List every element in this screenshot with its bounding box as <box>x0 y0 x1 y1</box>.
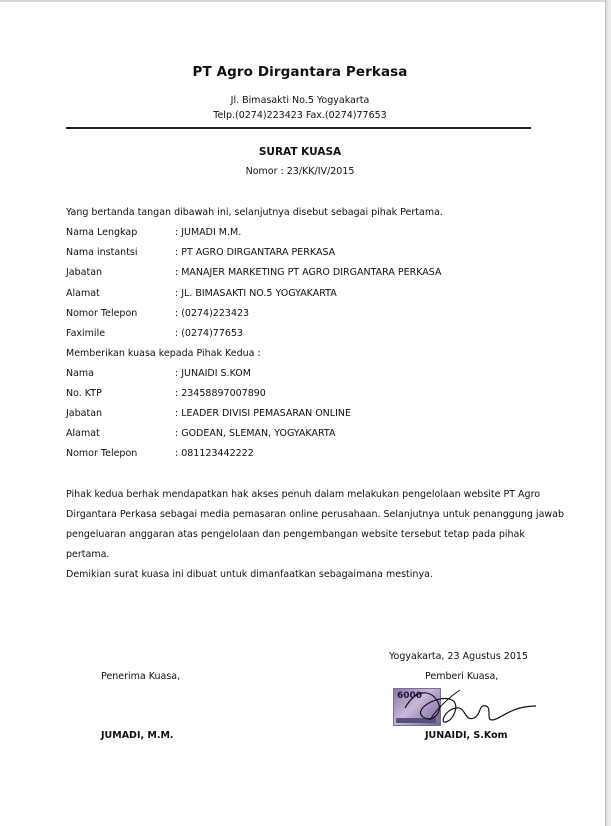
field-value: : GODEAN, SLEMAN, YOGYAKARTA <box>175 428 336 439</box>
field-value: : PT AGRO DIRGANTARA PERKASA <box>175 247 336 258</box>
company-contact: Telp.(0274)223423 Fax.(0274)77653 <box>213 110 387 121</box>
body-line: pengeluaran anggaran atas pengelolaan dan pengembangan website tersebut tetap pada pihak <box>66 529 525 540</box>
letter-number: Nomor : 23/KK/IV/2015 <box>245 166 355 177</box>
body-line: pertama. <box>66 549 110 560</box>
body-line: Dirgantara Perkasa sebagai media pemasaran online perusahaan. Selanjutnya untuk penanggung jawab <box>66 509 565 520</box>
field-label: Faximile <box>66 328 106 339</box>
field-label: Nama <box>66 368 95 379</box>
receiver-label: Penerima Kuasa, <box>101 671 181 682</box>
signature-stroke <box>405 693 536 722</box>
page-right-shadow <box>605 0 611 826</box>
field-value: : LEADER DIVISI PEMASARAN ONLINE <box>175 408 351 419</box>
giver-name: JUNAIDI, S.Kom <box>425 730 508 741</box>
body-line: Pihak kedua berhak mendapatkan hak akses penuh dalam melakukan pengelolaan website PT Agro <box>66 489 541 500</box>
field-value: : JUMADI M.M. <box>175 227 242 238</box>
grant-text: Memberikan kuasa kepada Pihak Kedua : <box>66 348 261 359</box>
company-name: PT Agro Dirgantara Perkasa <box>192 64 408 80</box>
page-top-border <box>0 0 611 2</box>
intro-text: Yang bertanda tangan dibawah ini, selanjutnya disebut sebagai pihak Pertama. <box>66 207 443 218</box>
field-label: Nomor Telepon <box>66 308 138 319</box>
company-address: Jl. Bimasakti No.5 Yogyakarta <box>230 95 370 106</box>
field-value: : JUNAIDI S.KOM <box>175 368 251 379</box>
field-label: Alamat <box>66 288 100 299</box>
field-label: Alamat <box>66 428 100 439</box>
place-date: Yogyakarta, 23 Agustus 2015 <box>389 651 528 662</box>
field-value: : (0274)77653 <box>175 328 244 339</box>
field-label: Nomor Telepon <box>66 448 138 459</box>
field-label: Nama Lengkap <box>66 227 138 238</box>
field-value: : MANAJER MARKETING PT AGRO DIRGANTARA PERKASA <box>175 267 442 278</box>
field-value: : 081123442222 <box>175 448 254 459</box>
field-label: Jabatan <box>66 267 103 278</box>
field-value: : JL. BIMASAKTI NO.5 YOGYAKARTA <box>175 288 337 299</box>
field-label: No. KTP <box>66 388 102 399</box>
field-label: Jabatan <box>66 408 103 419</box>
receiver-name: JUMADI, M.M. <box>101 730 174 741</box>
letter-title: SURAT KUASA <box>258 146 342 158</box>
field-value: : 23458897007890 <box>175 388 266 399</box>
field-label: Nama instantsi <box>66 247 138 258</box>
stamp-value: 6000 <box>397 691 423 701</box>
header-divider <box>66 127 531 129</box>
handwritten-signature <box>400 680 540 730</box>
giver-label: Pemberi Kuasa, <box>425 671 499 682</box>
closing-line: Demikian surat kuasa ini dibuat untuk dimanfaatkan sebagaimana mestinya. <box>66 569 433 580</box>
field-value: : (0274)223423 <box>175 308 250 319</box>
